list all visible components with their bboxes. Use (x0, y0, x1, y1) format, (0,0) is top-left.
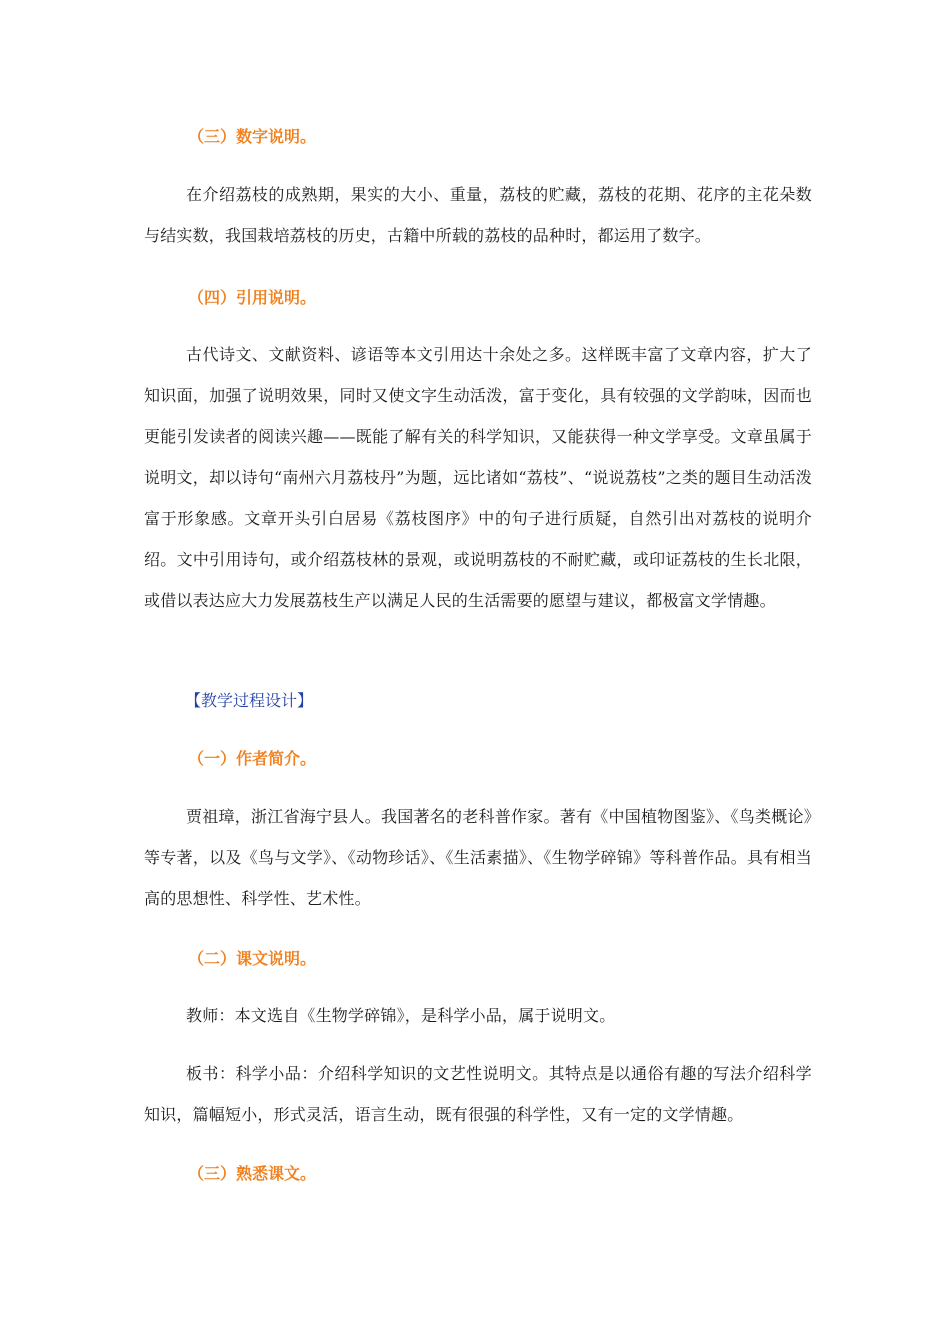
paragraph-teacher: 教师：本文选自《生物学碎锦》，是科学小品，属于说明文。 (186, 1006, 616, 1025)
section-heading-author-intro: （一）作者简介。 (188, 749, 317, 768)
section-heading-citation-explanation: （四）引用说明。 (188, 288, 317, 307)
paragraph-digital-explanation: 在介绍荔枝的成熟期，果实的大小、重量，荔枝的贮藏，荔枝的花期、花序的主花朵数与结实数，我国栽培荔枝的历史，古籍中所载的荔枝的品种时，都运用了数字。 (144, 185, 812, 245)
paragraph-board-writing: 板书：科学小品：介绍科学知识的文艺性说明文。其特点是以通俗有趣的写法介绍科学知识，篇幅短小，形式灵活，语言生动，既有很强的科学性，又有一定的文学情趣。 (144, 1064, 812, 1124)
section-heading-familiarize-text: （三）熟悉课文。 (188, 1164, 317, 1183)
section-heading-text-explanation: （二）课文说明。 (188, 949, 317, 968)
paragraph-author-intro: 贾祖璋，浙江省海宁县人。我国著名的老科普作家。著有《中国植物图鉴》、《鸟类概论》等专著，以及《鸟与文学》、《动物珍话》、《生活素描》、《生物学碎锦》等科普作品。具有相当高的思想性、科学性、艺术性。 (144, 807, 812, 908)
section-heading-digital-explanation: （三）数字说明。 (188, 127, 317, 146)
paragraph-citation-explanation: 古代诗文、文献资料、谚语等本文引用达十余处之多。这样既丰富了文章内容，扩大了知识面，加强了说明效果，同时又使文字生动活泼，富于变化，具有较强的文学韵味，因而也更能引发读者的阅读兴趣——既能了解有关的科学知识，又能获得一种文学享受。文章虽属于说明文，却以诗句“南州六月荔枝丹”为题，远比诸如“荔枝”、“说说荔枝”之类的题目生动活泼富于形象感。文章开头引白居易《荔枝图序》中的句子进行质疑，自然引出对荔枝的说明介绍。文中引用诗句，或介绍荔枝林的景观，或说明荔枝的不耐贮藏，或印证荔枝的生长北限，或借以表达应大力发展荔枝生产以满足人民的生活需要的愿望与建议，都极富文学情趣。 (144, 345, 812, 610)
teaching-design-heading: 【教学过程设计】 (185, 691, 314, 710)
